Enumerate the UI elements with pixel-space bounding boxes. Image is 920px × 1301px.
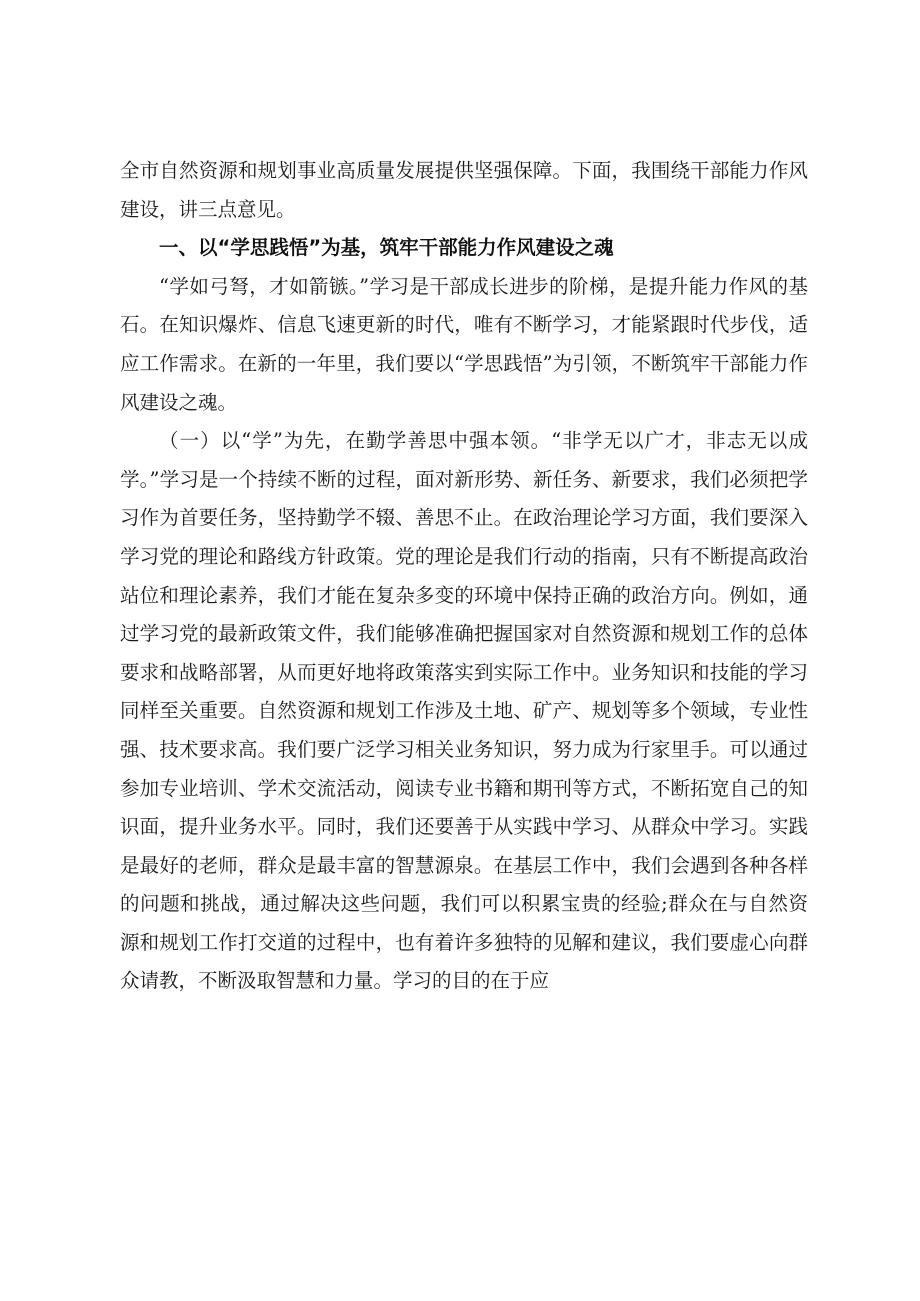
section-1-intro-paragraph: “学如弓弩，才如箭镞。”学习是干部成长进步的阶梯，是提升能力作风的基石。在知识爆炸、信息飞速更新的时代，唯有不断学习，才能紧跟时代步伐，适应工作需求。在新的一年里，我们要以“学思践悟”为引领，不断筑牢干部能力作风建设之魂。: [120, 274, 808, 414]
subsection-1-paragraph: （一）以“学”为先，在勤学善思中强本领。“非学无以广才，非志无以成学。”学习是一个持续不断的过程，面对新形势、新任务、新要求，我们必须把学习作为首要任务，坚持勤学不辍、善思不止。在政治理论学习方面，我们要深入学习党的理论和路线方针政策。党的理论是我们行动的指南，只有不断提高政治站位和理论素养，我们才能在复杂多变的环境中保持正确的政治方向。例如，通过学习党的最新政策文件，我们能够准确把握国家对自然资源和规划工作的总体要求和战略部署，从而更好地将政策落实到实际工作中。业务知识和技能的学习同样至关重要。自然资源和规划工作涉及土地、矿产、规划等多个领域，专业性强、技术要求高。我们要广泛学习相关业务知识，努力成为行家里手。可以通过参加专业培训、学术交流活动，阅读专业书籍和期刊等方式，不断拓宽自己的知识面，提升业务水平。同时，我们还要善于从实践中学习、从群众中学习。实践是最好的老师，群众是最丰富的智慧源泉。在基层工作中，我们会遇到各种各样的问题和挑战，通过解决这些问题，我们可以积累宝贵的经验;群众在与自然资源和规划工作打交道的过程中，也有着许多独特的见解和建议，我们要虚心向群众请教，不断汲取智慧和力量。学习的目的在于应: [120, 429, 808, 993]
section-1-heading: 一、以“学思践悟”为基，筑牢干部能力作风建设之魂: [159, 236, 614, 260]
intro-continuation-paragraph: 全市自然资源和规划事业高质量发展提供坚强保障。下面，我围绕干部能力作风建设，讲三点意见。: [120, 159, 808, 221]
document-body: [120, 152, 808, 1001]
